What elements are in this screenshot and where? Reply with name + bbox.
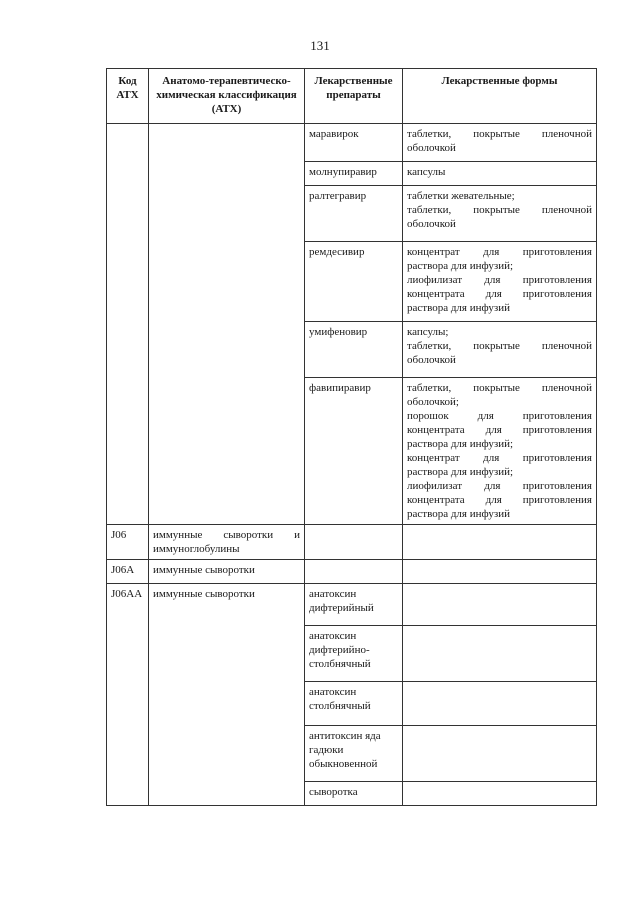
table-row: [107, 525, 597, 560]
cell-code: [107, 124, 149, 525]
dosage-form-item: лиофилизат для приготовления концентрата для приготовления раствора для инфузий: [407, 274, 592, 314]
cell-drug: умифеновир: [305, 322, 403, 378]
header-forms: Лекарственные формы: [403, 69, 597, 124]
cell-code: J06AA: [107, 584, 149, 806]
table-row: [107, 124, 597, 162]
dosage-form-item: таблетки, покрытые пленочной оболочкой: [407, 128, 592, 154]
cell-atc: [149, 124, 305, 525]
cell-drug: маравирок: [305, 124, 403, 162]
header-drugs: Лекарственные препараты: [305, 69, 403, 124]
cell-forms: [403, 162, 597, 186]
table-row: [107, 584, 597, 626]
dosage-form-item: таблетки, покрытые пленочной оболочкой: [407, 340, 592, 366]
cell-forms: [403, 124, 597, 162]
cell-forms: [403, 378, 597, 525]
dosage-form-item: порошок для приготовления концентрата для приготовления раствора для инфузий;: [407, 410, 592, 450]
cell-code: J06A: [107, 560, 149, 584]
header-atc: Анатомо-терапевтическо-химическая классификация (АТХ): [149, 69, 305, 124]
cell-drug: анатоксин столбнячный: [305, 682, 403, 726]
dosage-form-item: лиофилизат для приготовления концентрата для приготовления раствора для инфузий: [407, 480, 592, 520]
dosage-form-item: таблетки, покрытые пленочной оболочкой: [407, 204, 592, 230]
cell-drug: ралтегравир: [305, 186, 403, 242]
cell-code: J06: [107, 525, 149, 560]
dosage-form-item: капсулы;: [407, 326, 449, 338]
cell-drug: анатоксин дифтерийный: [305, 584, 403, 626]
cell-drug: [305, 525, 403, 560]
cell-drug: [305, 560, 403, 584]
cell-atc: иммунные сыворотки и иммуноглобулины: [149, 525, 305, 560]
table-body: [107, 124, 597, 806]
header-code: Код АТХ: [107, 69, 149, 124]
cell-forms: [403, 782, 597, 806]
cell-forms: [403, 242, 597, 322]
table-row: [107, 560, 597, 584]
cell-forms: [403, 726, 597, 782]
cell-forms: [403, 560, 597, 584]
atx-table: [106, 68, 597, 806]
cell-forms: [403, 322, 597, 378]
cell-drug: ремдесивир: [305, 242, 403, 322]
page-number: 131: [310, 38, 330, 53]
cell-atc: иммунные сыворотки: [149, 584, 305, 806]
cell-drug: фавипиравир: [305, 378, 403, 525]
dosage-form-item: концентрат для приготовления раствора для инфузий;: [407, 246, 592, 272]
cell-drug: молнупиравир: [305, 162, 403, 186]
table-header-row: [107, 69, 597, 124]
cell-forms: [403, 682, 597, 726]
cell-drug: антитоксин яда гадюки обыкновенной: [305, 726, 403, 782]
dosage-form-item: концентрат для приготовления раствора для инфузий;: [407, 452, 592, 478]
cell-drug: анатоксин дифтерийно-столбнячный: [305, 626, 403, 682]
cell-forms: [403, 584, 597, 626]
cell-forms: [403, 525, 597, 560]
cell-forms: [403, 186, 597, 242]
dosage-form-item: капсулы: [407, 166, 446, 178]
cell-drug: сыворотка: [305, 782, 403, 806]
dosage-form-item: таблетки, покрытые пленочной оболочкой;: [407, 382, 592, 408]
cell-forms: [403, 626, 597, 682]
dosage-form-item: таблетки жевательные;: [407, 190, 515, 202]
cell-atc: иммунные сыворотки: [149, 560, 305, 584]
